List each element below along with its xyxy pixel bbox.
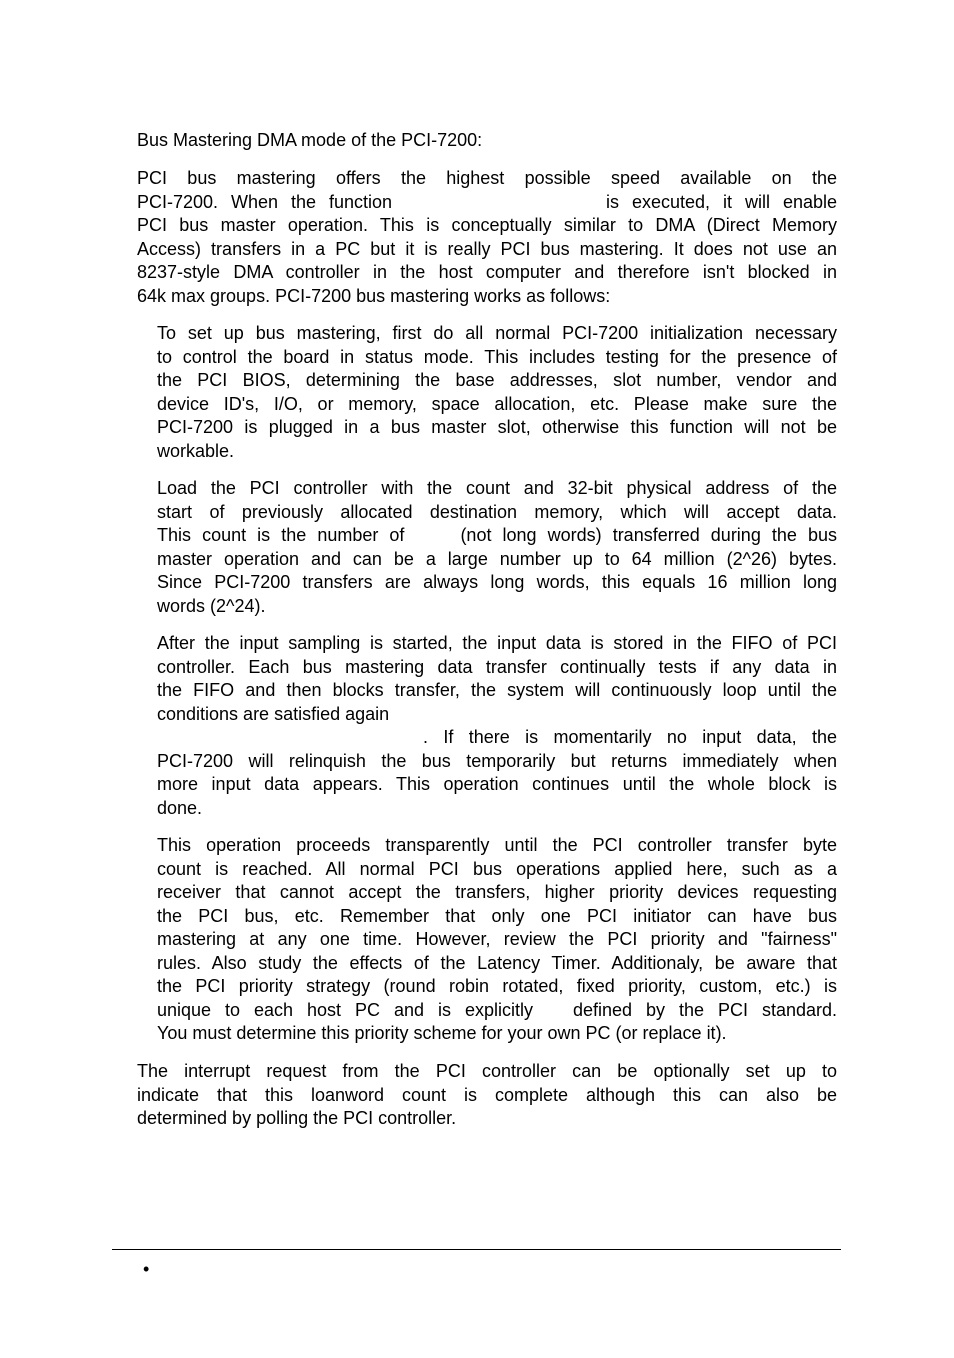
text-line: receiver that cannot accept the transfers, higher priority devices requesting [157,882,837,902]
text-line: You must determine this priority scheme for your own PC (or replace it). [157,1023,727,1043]
footer-divider [112,1249,841,1250]
text-line: The interrupt request from the PCI controller can be optionally set up to [137,1061,837,1081]
text-line: conditions are satisfied again [157,703,390,724]
text-line: To set up bus mastering, first do all normal PCI-7200 initialization necessary [157,323,837,343]
text-line: Access) transfers in a PC but it is really PCI bus mastering. It does not use an [137,238,837,259]
text-line: workable. [157,440,235,461]
footer-bullet: • [143,1259,150,1279]
paragraph-setup [157,322,837,463]
text-line [157,726,837,750]
text-line: the PCI bus, etc. Remember that only one PCI initiator can have bus [157,905,837,926]
text-fragment: unique to each host PC and is explicitly [157,999,533,1020]
paragraph-transparent-operation [157,834,837,1046]
text-fragment: PCI-7200. When the function [137,191,393,212]
text-line: count is reached. All normal PCI bus operations applied here, such as a [157,858,837,879]
text-line: PCI-7200 is plugged in a bus master slot, otherwise this function will not be [157,417,837,437]
text-fragment: This count is the number of [157,525,405,545]
text-line: words (2^24). [157,595,266,616]
text-line: Since PCI-7200 transfers are always long words, this equals 16 million long [157,572,837,592]
text-line: Load the PCI controller with the count and 32-bit physical address of the [157,478,837,498]
text-line: controller. Each bus mastering data transfer continually tests if any data in [157,656,837,677]
text-line: start of previously allocated destination memory, which will accept data. [157,501,837,522]
text-line: 64k max groups. PCI-7200 bus mastering works as follows: [137,285,611,306]
text-fragment: defined by the PCI standard. [572,999,837,1020]
text-line: done. [157,797,203,818]
paragraph-load-controller [157,477,837,618]
text-line: indicate that this loanword count is complete although this can also be [137,1084,837,1105]
text-line [157,524,837,548]
text-fragment: (not long words) transferred during the bus [460,525,838,545]
text-fragment: . If there is momentarily no input data, the [423,727,837,747]
text-line: determined by polling the PCI controller. [137,1108,457,1128]
text-line [137,191,837,215]
text-line: the PCI priority strategy (round robin rotated, fixed priority, custom, etc.) is [157,976,837,996]
text-line: PCI-7200 will relinquish the bus temporarily but returns immediately when [157,750,837,771]
text-line: the PCI BIOS, determining the base addresses, slot number, vendor and [157,370,837,390]
text-line: device ID's, I/O, or memory, space allocation, etc. Please make sure the [157,393,837,414]
text-line: After the input sampling is started, the input data is stored in the FIFO of PCI [157,633,837,653]
text-line: more input data appears. This operation continues until the whole block is [157,774,837,794]
text-line: rules. Also study the effects of the Latency Timer. Additionaly, be aware that [157,952,837,973]
text-line: This operation proceeds transparently until the PCI controller transfer byte [157,835,837,855]
text-line: 8237-style DMA controller in the host computer and therefore isn't blocked in [137,262,837,282]
paragraph-fifo [157,632,837,820]
section-heading: Bus Mastering DMA mode of the PCI-7200: [137,130,483,150]
text-line: mastering at any one time. However, review the PCI priority and "fairness" [157,929,837,949]
paragraph-intro [137,167,837,308]
text-line: to control the board in status mode. This includes testing for the presence of [157,346,837,367]
text-line: the FIFO and then blocks transfer, the system will continuously loop until the [157,680,837,700]
text-line: PCI bus master operation. This is conceptually similar to DMA (Direct Memory [137,215,837,235]
text-line: PCI bus mastering offers the highest possible speed available on the [137,168,837,188]
text-line: master operation and can be a large number up to 64 million (2^26) bytes. [157,548,837,569]
paragraph-interrupt [137,1060,837,1131]
text-fragment: is executed, it will enable [606,191,837,212]
text-line [157,999,837,1023]
